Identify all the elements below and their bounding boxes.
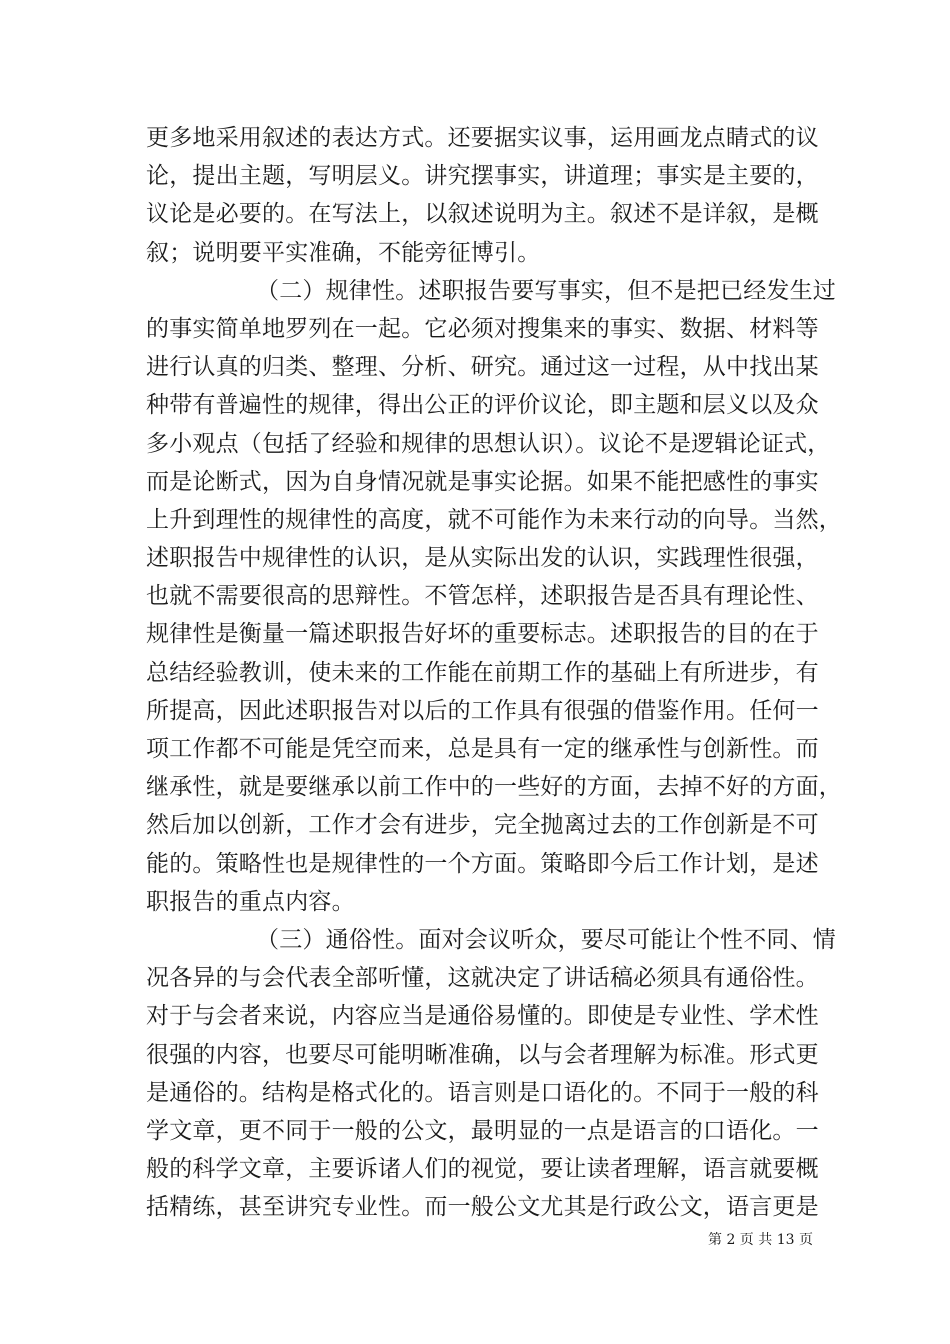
- text-line: 然后加以创新，工作才会有进步，完全抛离过去的工作创新是不可: [146, 812, 819, 839]
- text-line: 般的科学文章，主要诉诸人们的视觉，要让读者理解，语言就要概: [146, 1156, 819, 1183]
- text-line: 上升到理性的规律性的高度，就不可能作为未来行动的向导。当然，: [146, 506, 842, 533]
- text-line: 进行认真的归类、整理、分析、研究。通过这一过程，从中找出某: [146, 354, 819, 381]
- text-line: 的事实简单地罗列在一起。它必须对搜集来的事实、数据、材料等: [146, 315, 819, 342]
- text-line: 也就不需要很高的思辩性。不管怎样，述职报告是否具有理论性、: [146, 583, 819, 610]
- text-line: 议论是必要的。在写法上，以叙述说明为主。叙述不是详叙，是概: [146, 201, 819, 228]
- text-line: 对于与会者来说，内容应当是通俗易懂的。即使是专业性、学术性: [146, 1003, 819, 1030]
- text-line: 而是论断式，因为自身情况就是事实论据。如果不能把感性的事实: [146, 468, 819, 495]
- text-line: 继承性，就是要继承以前工作中的一些好的方面，去掉不好的方面，: [146, 774, 842, 801]
- text-line: 是通俗的。结构是格式化的。语言则是口语化的。不同于一般的科: [146, 1079, 819, 1106]
- text-line: 述职报告中规律性的认识，是从实际出发的认识，实践理性很强，: [146, 545, 819, 572]
- text-line: 所提高，因此述职报告对以后的工作具有很强的借鉴作用。任何一: [146, 697, 819, 724]
- text-line: 况各异的与会代表全部听懂，这就决定了讲话稿必须具有通俗性。: [146, 965, 819, 992]
- text-line: 叙；说明要平实准确，不能旁征博引。: [146, 239, 541, 266]
- text-line: 种带有普遍性的规律，得出公正的评价议论，即主题和层义以及众: [146, 392, 819, 419]
- text-line: 规律性是衡量一篇述职报告好坏的重要标志。述职报告的目的在于: [146, 621, 819, 648]
- text-line: 能的。策略性也是规律性的一个方面。策略即今后工作计划，是述: [146, 850, 819, 877]
- page-number-footer: 第 2 页 共 13 页: [708, 1232, 813, 1248]
- text-line: 总结经验教训，使未来的工作能在前期工作的基础上有所进步，有: [146, 659, 819, 686]
- document-body: [146, 119, 842, 1226]
- text-line: 项工作都不可能是凭空而来，总是具有一定的继承性与创新性。而: [146, 736, 819, 762]
- text-line: 更多地采用叙述的表达方式。还要据实议事，运用画龙点睛式的议: [146, 125, 819, 151]
- text-line: 很强的内容，也要尽可能明晰准确，以与会者理解为标准。形式更: [146, 1041, 819, 1068]
- section-heading-line: （二）规律性。述职报告要写事实，但不是把已经发生过: [256, 277, 836, 304]
- text-line: 职报告的重点内容。: [146, 888, 355, 915]
- section-heading-line: （三）通俗性。面对会议听众，要尽可能让个性不同、情: [256, 926, 836, 953]
- text-line: 多小观点（包括了经验和规律的思想认识）。议论不是逻辑论证式，: [146, 430, 831, 457]
- text-line: 论，提出主题，写明层义。讲究摆事实，讲道理；事实是主要的，: [146, 163, 819, 190]
- text-line: 括精练，甚至讲究专业性。而一般公文尤其是行政公文，语言更是: [146, 1194, 819, 1221]
- text-line: 学文章，更不同于一般的公文，最明显的一点是语言的口语化。一: [146, 1117, 819, 1144]
